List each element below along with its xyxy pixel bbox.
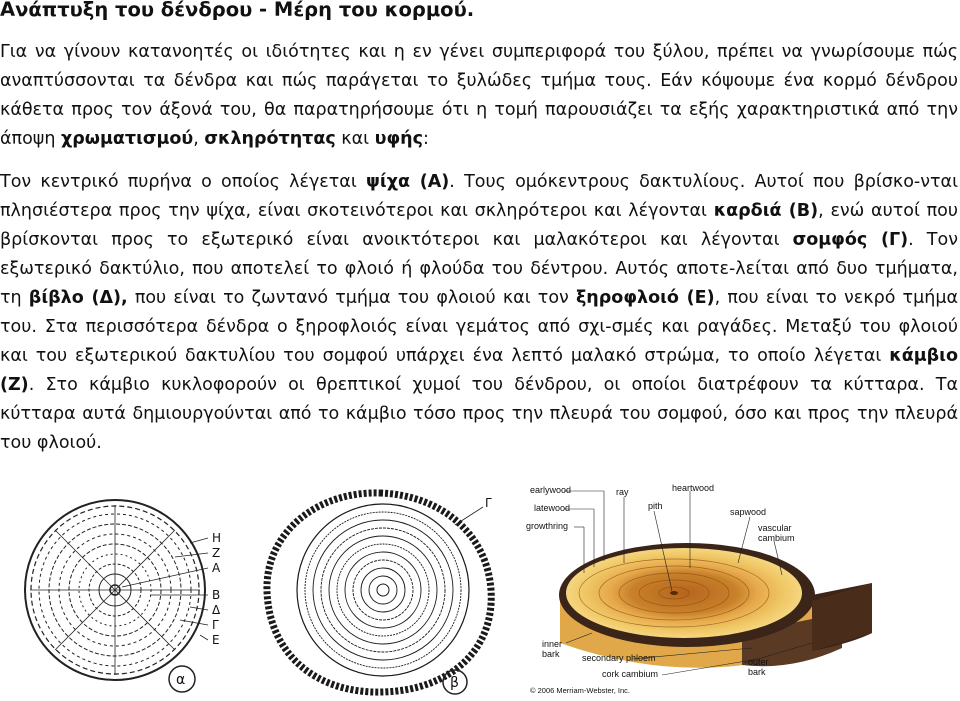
term-sapwood: σομφός (Γ) — [792, 230, 909, 250]
label-ray: ray — [616, 487, 629, 497]
label-outer: outer — [748, 657, 769, 667]
label-cork-cambium: cork cambium — [602, 669, 659, 679]
caption-alpha: α — [176, 672, 186, 688]
parts-paragraph: Τον κεντρικό πυρήνα ο οποίος λέγεται ψίχα (Α). Τους ομόκεντρους δακτυλίους. Αυτοί που βρίσκο-νται πλησιέστερα προς την ψίχα, είναι σκοτεινότεροι και σκληρότεροι και λέγονται καρδιά (Β), ενώ αυτοί που βρίσκονται προς το εξωτερικό είναι ανοικτότεροι και μαλακότεροι και λέγονται σομφός (Γ). Τον εξωτερικό δακτύλιο, που αποτελεί το φλοιό ή φλούδα του δέντρου. Αυτός αποτε-λείται από δυο τμήματα, τη βίβλο (Δ), που είναι το ζωντανό τμήμα του φλοιού και τον ξηροφλοιό (Ε), που είναι το νεκρό τμήμα του. Στα περισσότερα δένδρα ο ξηροφλοιός είναι γεμάτος από σχι-σμές και ραγάδες. Μεταξύ του φλοιού και του εξωτερικού δακτυλίου του σομφού υπάρχει ένα λεπτό μαλακό στρώμα, το οποίο λέγεται κάμβιο (Ζ). Στο κάμβιο κυκλοφορούν οι θρεπτικοί χυμοί του δένδρου, οι οποίοι διατρέφουν τα κύτταρα. Τα κύτταρα αυτά δημιουργούνται από το κάμβιο τόσο προς την πλευρά του σομφού, όσο και προς την πλευρά του φλοιού. — [0, 172, 958, 453]
caption-beta: β — [450, 675, 459, 691]
label-inner-bark: bark — [542, 649, 560, 659]
label-eta: Η — [212, 531, 222, 545]
label-zeta: Ζ — [212, 546, 221, 560]
label-latewood: latewood — [534, 503, 571, 513]
label-heartwood: heartwood — [672, 483, 715, 493]
term-cambium: κάμβιο (Ζ) — [0, 346, 958, 395]
term-pith: ψίχα (Α) — [365, 172, 450, 192]
label-gamma: Γ — [212, 618, 219, 632]
keyword-texture: υφής — [374, 129, 423, 149]
label-earlywood: earlywood — [530, 485, 572, 495]
figure-log-diagram — [512, 483, 958, 699]
keyword-coloring: χρωματισμού — [60, 129, 194, 149]
term-inner-bark: βίβλο (Δ), — [28, 288, 128, 308]
label-beta: Β — [212, 588, 221, 602]
label-outer-bark: bark — [748, 667, 766, 677]
page-title: Ανάπτυξη του δένδρου - Μέρη του κορμού. — [0, 0, 475, 21]
label-secondary-phloem: secondary phloem — [582, 653, 656, 663]
figure-alpha-trunk-section — [0, 495, 250, 695]
label-cambium: cambium — [758, 533, 795, 543]
term-outer-bark: ξηροφλοιό (Ε) — [575, 288, 715, 308]
label-sapwood: sapwood — [730, 507, 767, 517]
label-gamma-b: Γ — [485, 496, 492, 510]
label-pith: pith — [648, 501, 663, 511]
label-alpha: Α — [212, 561, 221, 575]
term-heartwood: καρδιά (Β) — [713, 201, 819, 221]
label-vascular: vascular — [758, 523, 792, 533]
keyword-hardness: σκληρότητας — [204, 129, 336, 149]
label-epsilon: Ε — [212, 633, 220, 647]
copyright-notice: © 2006 Merriam-Webster, Inc. — [530, 686, 631, 695]
intro-paragraph: Για να γίνουν κατανοητές οι ιδιότητες και η εν γένει συμπεριφορά του ξύλου, πρέπει να γνωρίσουμε πώς αναπτύσσονται τα δένδρα και πώς παράγεται το ξυλώδες τμήμα τους. Εάν κόψουμε ένα κορμό δένδρου κάθετα προς τον άξονά του, θα παρατηρήσουμε ότι η τομή παρουσιάζει τα εξής χαρακτηριστικά από την άποψη χρωματισμού, σκληρότητας και υφής: — [0, 42, 958, 149]
label-delta: Δ — [212, 603, 221, 617]
figure-beta-trunk-section — [255, 485, 505, 697]
label-inner: inner — [542, 639, 563, 649]
label-growthring: growthring — [526, 521, 569, 531]
